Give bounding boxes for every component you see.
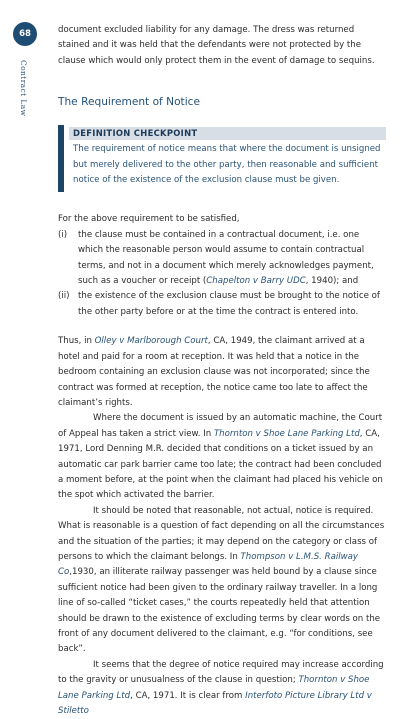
page-content — [58, 23, 386, 719]
section-heading: The Requirement of Notice — [58, 96, 200, 109]
case-citation: Thornton v Shoe Lane Parking Ltd — [213, 428, 360, 439]
running-head: Contract Law — [19, 60, 28, 117]
definition-checkpoint-box — [58, 125, 386, 192]
page-number-badge: 68 — [13, 22, 37, 46]
list-marker: (i) — [58, 229, 68, 240]
body-paragraph: It seems that the degree of notice required may increase according to the gravity or unusualness of the clause in question; Thornton v Shoe Lane Parking Ltd, CA, 1971. It is clear from Interfoto Picture Library Ltd v Stiletto — [58, 659, 384, 717]
body-paragraph: It should be noted that reasonable, not actual, notice is required. What is reasonable is a question of fact depending on all the circumstances and the situation of the parties; it may depend on the category or class of persons to which the claimant belongs. In Thompson v L.M.S. Railway Co,1930, an illiterate railway passenger was held bound by a clause since sufficient notice had been given to the ordinary railway traveller. In a long line of so-called “ticket cases,” the courts repeatedly held that attention should be drawn to the existence of excluding terms by clear words on the front of any document delivered to the claimant, e.g. “for conditions, see back”. — [58, 505, 385, 655]
list-item — [58, 289, 386, 320]
intro-paragraph: document excluded liability for any damage. The dress was returned stained and it was held that the defendants were not protected by the clause which would only protect them in the event of damage to sequins. — [58, 25, 375, 66]
case-citation: Interfoto Picture Library Ltd v Stiletto — [58, 690, 372, 717]
checkpoint-title: DEFINITION CHECKPOINT — [69, 127, 386, 140]
checkpoint-body: The requirement of notice means that where the document is unsigned but merely delivered to the other party, then reasonable and sufficient notice of the existence of the exclusion clause must be given. — [73, 144, 381, 186]
list-item-text: the existence of the exclusion clause must be brought to the notice of the other party before or at the time the contract is entered into. — [78, 291, 380, 317]
case-citation: Olley v Marlborough Court — [94, 336, 208, 347]
case-citation: Chapelton v Barry UDC — [206, 276, 306, 287]
body-paragraph: Thus, in Olley v Marlborough Court, CA, 1949, the claimant arrived at a hotel and paid for a room at reception. It was held that a notice in the bedroom containing an exclusion clause was not incorporated; since the contract was formed at reception, the notice came too late to affect the claimant’s rights. — [58, 336, 370, 408]
requirement-intro: For the above requirement to be satisfied, — [58, 214, 240, 225]
list-marker: (ii) — [58, 291, 70, 302]
case-citation: Thornton v Shoe Lane Parking Ltd — [58, 675, 370, 701]
case-citation: Thompson v L.M.S. Railway Co — [58, 551, 359, 578]
list-item — [58, 228, 386, 290]
list-item-text: the clause must be contained in a contractual document, i.e. one which the reasonable person would assume to contain contractual terms, and not in a document which merely acknowledges payment, such as a voucher or receipt (Chapelton v Barry UDC, 1940); and — [78, 229, 374, 287]
body-paragraph: Where the document is issued by an automatic machine, the Court of Appeal has taken a strict view. In Thornton v Shoe Lane Parking Ltd, CA, 1971, Lord Denning M.R. decided that conditions on a ticket issued by an automatic car park barrier came too late; the contract had been concluded a moment before, at the point when the claimant had placed his vehicle on the spot which activated the barrier. — [58, 413, 383, 501]
